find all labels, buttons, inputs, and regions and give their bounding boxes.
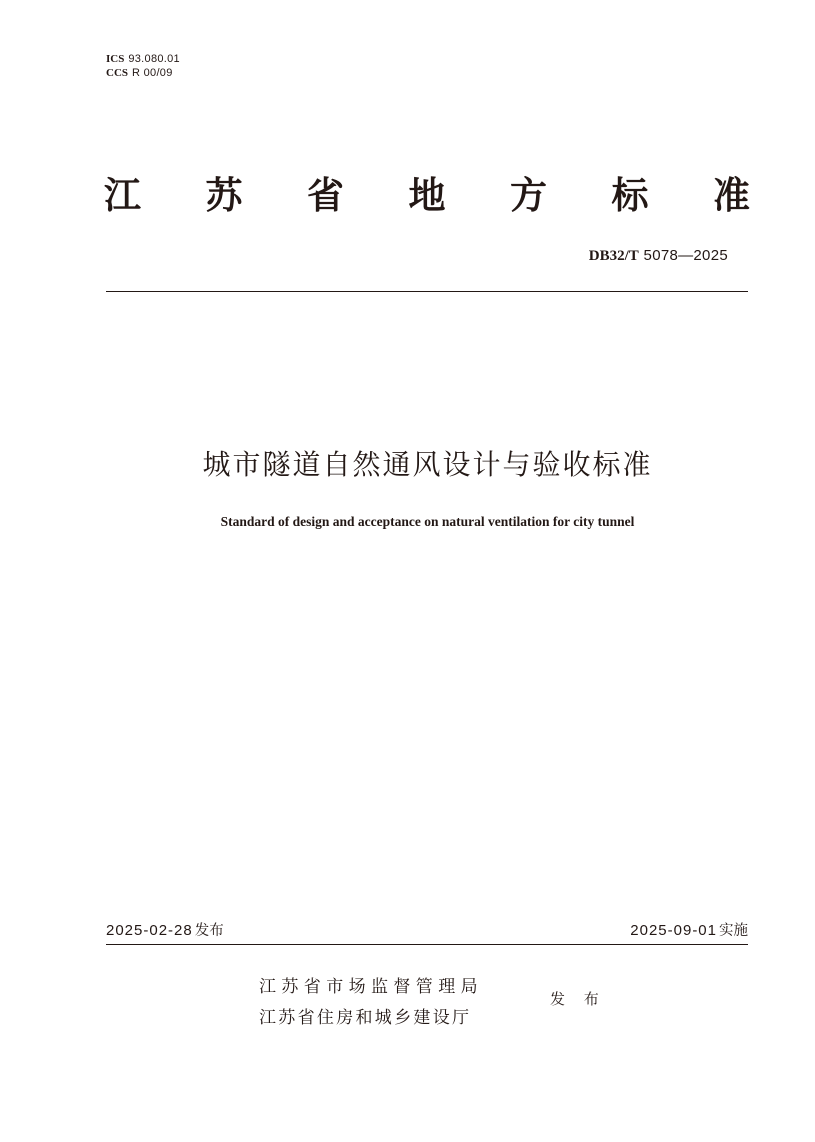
implementation-date <box>630 919 748 942</box>
standard-type-char: 省 <box>307 174 344 217</box>
ics-label: ICS <box>106 53 125 65</box>
title-english: Standard of design and acceptance on natural ventilation for city tunnel <box>220 514 635 529</box>
standard-type-char: 准 <box>713 174 750 217</box>
issuer-housing-construction: 江苏省住房和城乡建设厅 <box>259 1008 472 1028</box>
issue-date-label: 发布 <box>194 923 224 939</box>
standard-number-value: 5078—2025 <box>643 247 728 264</box>
classification-codes <box>106 52 180 80</box>
standard-type-heading <box>104 172 750 220</box>
standard-type-char: 地 <box>408 174 446 217</box>
bottom-divider <box>106 944 748 945</box>
implementation-date-label: 实施 <box>719 923 748 939</box>
top-divider <box>106 291 748 292</box>
standard-type-char: 苏 <box>205 174 243 217</box>
standard-number-prefix: DB32/T <box>588 248 639 264</box>
ccs-value: R 00/09 <box>132 67 173 79</box>
issuing-authorities <box>259 972 483 1034</box>
standard-number <box>589 246 728 265</box>
implementation-date-value: 2025-09-01 <box>630 922 717 939</box>
standard-type-char: 江 <box>104 174 141 217</box>
standard-type-char: 方 <box>510 174 547 217</box>
title-chinese: 城市隧道自然通风设计与验收标准 <box>202 448 653 481</box>
issue-date <box>106 919 224 942</box>
ccs-label: CCS <box>106 67 129 79</box>
issue-date-value: 2025-02-28 <box>106 922 193 939</box>
standard-type-char: 标 <box>611 174 649 217</box>
publish-label: 发 布 <box>550 990 606 1008</box>
issuer-market-regulation: 江苏省市场监督管理局 <box>259 977 483 997</box>
ics-value: 93.080.01 <box>128 53 180 65</box>
ccs-code <box>106 66 180 80</box>
ics-code <box>106 52 180 66</box>
